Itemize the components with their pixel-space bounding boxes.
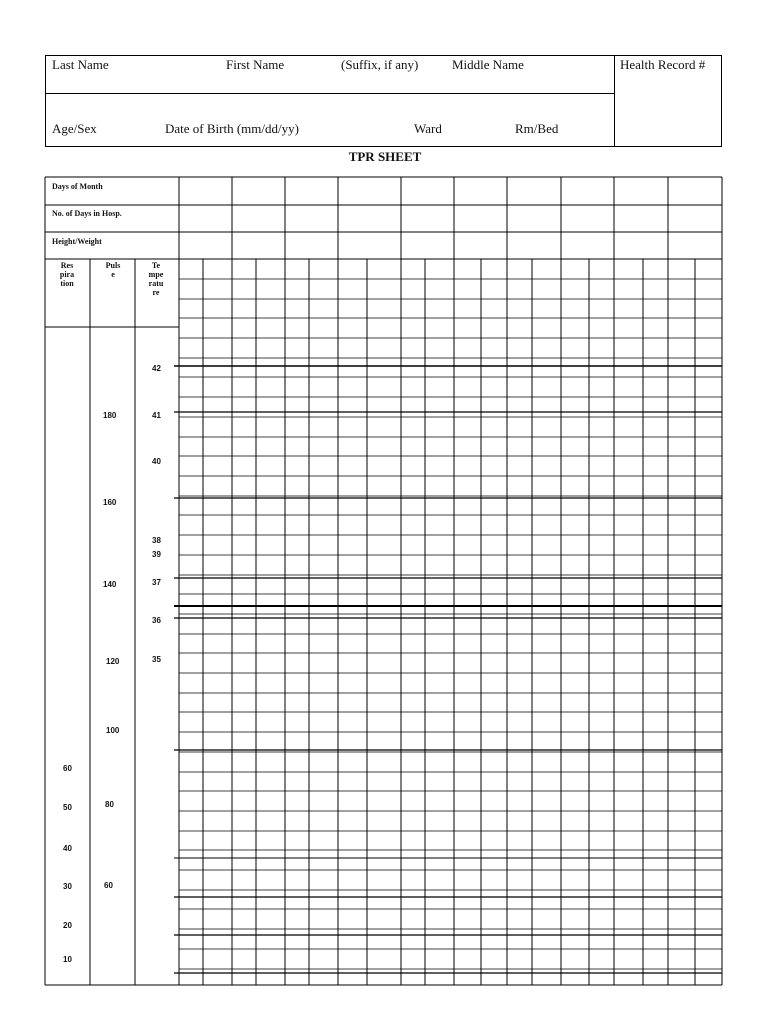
dob-label: Date of Birth (mm/dd/yy) xyxy=(165,121,299,136)
last-name-label: Last Name xyxy=(52,57,109,72)
temp-scale-35: 35 xyxy=(152,655,161,664)
temp-scale-39: 39 xyxy=(152,550,161,559)
pulse-scale-180: 180 xyxy=(103,411,117,420)
height-weight-label: Height/Weight xyxy=(52,237,102,246)
suffix-label: (Suffix, if any) xyxy=(341,57,419,72)
pulse-scale-140: 140 xyxy=(103,580,117,589)
temp-scale-38: 38 xyxy=(152,536,161,545)
temp-scale-36: 36 xyxy=(152,616,161,625)
middle-name-label: Middle Name xyxy=(452,57,524,72)
page-title: TPR SHEET xyxy=(348,149,422,164)
resp-scale-40: 40 xyxy=(63,844,72,853)
pulse-header: Puls e xyxy=(105,261,121,279)
resp-scale-20: 20 xyxy=(63,921,72,930)
rm-bed-label: Rm/Bed xyxy=(515,121,559,136)
ward-label: Ward xyxy=(414,121,442,136)
health-record-label: Health Record # xyxy=(620,57,706,72)
respiration-header: Res pira tion xyxy=(59,261,75,288)
temperature-header: Te mpe ratu re xyxy=(148,261,164,297)
resp-scale-30: 30 xyxy=(63,882,72,891)
temp-scale-41: 41 xyxy=(152,411,161,420)
age-sex-label: Age/Sex xyxy=(52,121,97,136)
temp-scale-37: 37 xyxy=(152,578,161,587)
pulse-scale-80: 80 xyxy=(105,800,114,809)
pulse-scale-160: 160 xyxy=(103,498,117,507)
days-in-hosp-label: No. of Days in Hosp. xyxy=(52,209,122,218)
temp-scale-42: 42 xyxy=(152,364,161,373)
pulse-scale-120: 120 xyxy=(106,657,120,666)
resp-scale-50: 50 xyxy=(63,803,72,812)
resp-scale-10: 10 xyxy=(63,955,72,964)
days-of-month-label: Days of Month xyxy=(52,182,103,191)
pulse-scale-100: 100 xyxy=(106,726,120,735)
resp-scale-60: 60 xyxy=(63,764,72,773)
first-name-label: First Name xyxy=(226,57,285,72)
pulse-scale-60: 60 xyxy=(104,881,113,890)
temp-scale-40: 40 xyxy=(152,457,161,466)
